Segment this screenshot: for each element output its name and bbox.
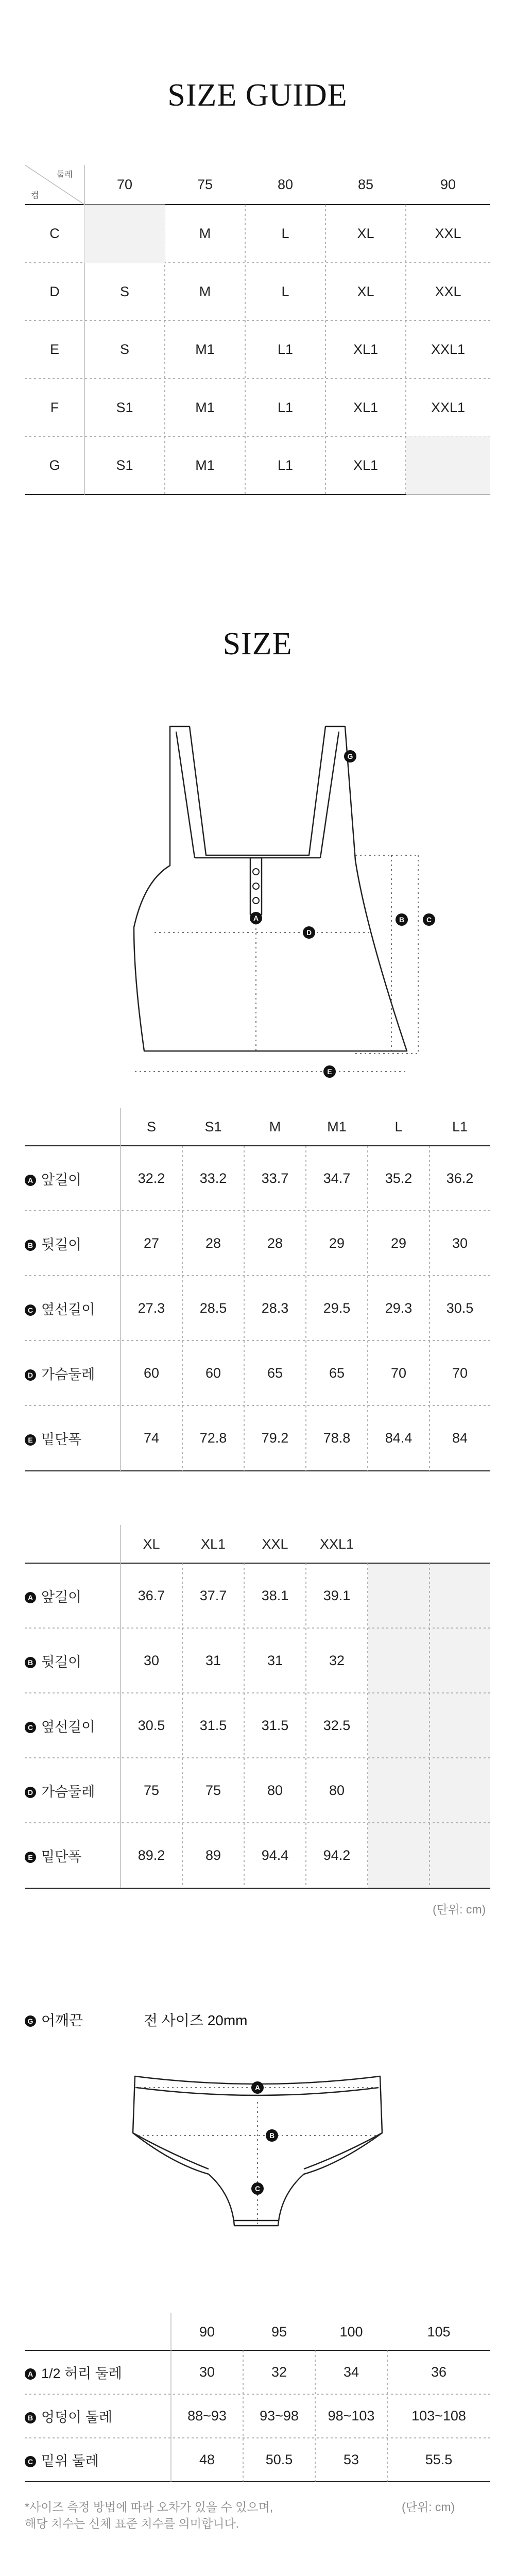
table-cell: 36.7 xyxy=(138,1587,165,1603)
table-cell: 80 xyxy=(267,1782,283,1798)
row-label: 가슴둘레 xyxy=(41,1784,95,1800)
marker-a-icon: A xyxy=(25,1175,36,1186)
marker-e-icon: E xyxy=(25,1852,36,1863)
table-cell: 79.2 xyxy=(261,1430,289,1446)
table-cell: 94.2 xyxy=(323,1848,351,1863)
table-cell: 30.5 xyxy=(138,1717,165,1733)
marker-c-icon: C xyxy=(25,2456,36,2467)
table-row xyxy=(25,320,490,379)
row-label: 엉덩이 둘레 xyxy=(41,2410,112,2425)
svg-text:B: B xyxy=(269,2131,275,2140)
table-cell: 84.4 xyxy=(385,1430,413,1446)
table-cell: 74 xyxy=(143,1430,160,1446)
briefs-table-header xyxy=(25,2313,490,2350)
table-cell: 60 xyxy=(143,1365,160,1381)
size-guide-title: SIZE GUIDE xyxy=(167,78,348,113)
cup-label: C xyxy=(49,226,60,241)
table-cell: L xyxy=(281,283,289,299)
table-cell: XXL xyxy=(435,283,461,299)
size-guide-col-header: 90 xyxy=(440,177,456,192)
row-label: 앞길이 xyxy=(41,1172,82,1188)
table-row xyxy=(25,1276,490,1341)
table-cell: S1 xyxy=(116,399,133,415)
table-cell: 28 xyxy=(267,1235,283,1251)
size-guide-col-header: 75 xyxy=(197,177,213,192)
size-guide-col-header: 85 xyxy=(357,177,374,192)
marker-d-icon xyxy=(303,926,315,939)
table-cell: 32.5 xyxy=(323,1717,351,1733)
svg-text:E: E xyxy=(327,1067,332,1076)
table-cell: 36.2 xyxy=(446,1170,474,1186)
table-cell: S1 xyxy=(116,457,133,473)
strap-label: 어깨끈 xyxy=(41,2012,83,2028)
size-title: SIZE xyxy=(222,626,293,662)
table-cell: XXL xyxy=(435,226,461,241)
row-label: 옆선길이 xyxy=(41,1719,95,1735)
table-cell: 32 xyxy=(329,1652,345,1668)
table-row xyxy=(25,2438,490,2482)
table-cell: M1 xyxy=(195,342,215,357)
size-col-header: S1 xyxy=(204,1118,222,1134)
marker-d-icon: D xyxy=(25,1369,36,1381)
table-cell: 50.5 xyxy=(265,2452,293,2467)
table-cell: XXL1 xyxy=(431,399,466,415)
size-table-1-header xyxy=(25,1108,490,1146)
svg-text:B: B xyxy=(399,916,405,924)
table-cell: 33.7 xyxy=(261,1170,289,1186)
table-cell: XL1 xyxy=(353,399,379,415)
table-row xyxy=(25,379,490,436)
table-row xyxy=(25,1211,490,1276)
briefs-col-header: 105 xyxy=(427,2324,451,2340)
table-cell: 31 xyxy=(267,1652,283,1668)
table-cell-empty xyxy=(368,1693,430,1758)
table-row xyxy=(25,205,490,263)
table-row xyxy=(25,1758,490,1823)
size-col-header xyxy=(430,1525,490,1563)
briefs-col-header: 100 xyxy=(339,2324,363,2340)
table-row xyxy=(25,1341,490,1405)
size-col-header: XXL1 xyxy=(319,1536,354,1552)
table-cell: 55.5 xyxy=(425,2452,453,2467)
table-row xyxy=(25,1563,490,1628)
table-cell: S xyxy=(119,283,129,299)
marker-a-icon: A xyxy=(25,1592,36,1603)
marker-c-icon: C xyxy=(25,1304,36,1316)
marker-g-icon xyxy=(344,750,356,762)
table-cell: 89 xyxy=(205,1848,221,1863)
marker-e-icon: E xyxy=(25,1434,36,1446)
size-guide-corner-band: 둘레 xyxy=(57,171,73,179)
table-cell: 80 xyxy=(329,1782,345,1798)
table-row xyxy=(25,2350,490,2394)
briefs-col-header: 90 xyxy=(199,2324,215,2340)
table-cell: 94.4 xyxy=(261,1848,289,1863)
tank-top-diagram xyxy=(0,711,515,1082)
table-cell: 34 xyxy=(343,2364,359,2380)
briefs-footnote xyxy=(25,2499,273,2532)
table-cell: XXL1 xyxy=(431,342,466,357)
table-cell: 48 xyxy=(199,2452,215,2467)
size-col-header: S xyxy=(146,1118,156,1134)
table-cell: 65 xyxy=(329,1365,345,1381)
marker-b-icon xyxy=(266,2129,278,2142)
cup-label: F xyxy=(50,399,59,415)
table-cell: 29 xyxy=(390,1235,407,1251)
marker-a-icon xyxy=(251,2081,264,2094)
table-cell: 28 xyxy=(205,1235,221,1251)
briefs-col-header: 95 xyxy=(271,2324,287,2340)
size-col-header: L xyxy=(394,1118,403,1134)
strap-value: 전 사이즈 20mm xyxy=(143,2012,248,2028)
table-cell: 30 xyxy=(199,2364,215,2380)
size-col-header: L1 xyxy=(452,1118,468,1134)
row-label: 앞길이 xyxy=(41,1589,82,1605)
table-cell: 65 xyxy=(267,1365,283,1381)
table-cell: XL1 xyxy=(353,457,379,473)
table-cell-empty xyxy=(368,1758,430,1823)
table-cell: 89.2 xyxy=(138,1848,165,1863)
table-row xyxy=(25,1823,490,1888)
table-cell: 28.3 xyxy=(261,1300,289,1316)
cup-label: E xyxy=(49,342,59,357)
table-cell: 28.5 xyxy=(199,1300,227,1316)
table-cell: M xyxy=(199,283,211,299)
size-col-header: M xyxy=(269,1118,281,1134)
table-cell: 75 xyxy=(205,1782,221,1798)
row-label: 뒷길이 xyxy=(41,1654,82,1670)
table-cell: 29 xyxy=(329,1235,345,1251)
table-cell: 53 xyxy=(343,2452,359,2467)
table-cell-empty xyxy=(430,1758,490,1823)
table-row xyxy=(25,2394,490,2438)
size-guide-col-header: 70 xyxy=(116,177,133,192)
table-cell: 30 xyxy=(452,1235,468,1251)
strap-note xyxy=(25,2009,247,2030)
cup-label: G xyxy=(49,457,60,473)
table-cell: 31 xyxy=(205,1652,221,1668)
size-col-header xyxy=(368,1525,430,1563)
row-label: 뒷길이 xyxy=(41,1236,82,1252)
table-cell: 60 xyxy=(205,1365,221,1381)
table-cell: XL xyxy=(357,226,374,241)
table-cell: 31.5 xyxy=(261,1717,289,1733)
table-cell: 103~108 xyxy=(411,2408,466,2424)
table-cell-empty xyxy=(84,205,165,263)
table-cell: 34.7 xyxy=(323,1170,351,1186)
table-cell: 29.5 xyxy=(323,1300,351,1316)
svg-text:D: D xyxy=(306,928,312,937)
table-cell: L1 xyxy=(277,342,294,357)
table-cell: 37.7 xyxy=(199,1587,227,1603)
marker-e-icon xyxy=(323,1065,336,1078)
table-cell: L xyxy=(281,226,289,241)
table-row xyxy=(25,263,490,320)
size-table-2 xyxy=(25,1525,490,1888)
marker-d-icon: D xyxy=(25,1787,36,1798)
table-cell: L1 xyxy=(277,399,294,415)
table-cell: 30 xyxy=(143,1652,160,1668)
table-cell: 30.5 xyxy=(446,1300,474,1316)
cup-label: D xyxy=(49,283,60,299)
table-cell-empty xyxy=(430,1628,490,1693)
table-cell-empty xyxy=(368,1563,430,1628)
table-cell-empty xyxy=(430,1693,490,1758)
row-label: 옆선길이 xyxy=(41,1301,95,1317)
size-table-2-header xyxy=(25,1525,490,1563)
table-cell: XL xyxy=(357,283,374,299)
svg-text:C: C xyxy=(254,2184,261,2193)
table-cell: M1 xyxy=(195,457,215,473)
row-label: 밑단폭 xyxy=(41,1432,82,1447)
svg-text:A: A xyxy=(254,2083,261,2092)
table-cell: 29.3 xyxy=(385,1300,413,1316)
table-cell-empty xyxy=(368,1823,430,1888)
unit-note: (단위: cm) xyxy=(433,1903,486,1916)
table-row xyxy=(25,1693,490,1758)
table-cell: 98~103 xyxy=(328,2408,375,2424)
table-cell: 27 xyxy=(143,1235,160,1251)
size-guide-header-row xyxy=(25,165,490,205)
size-guide-col-header: 80 xyxy=(277,177,294,192)
table-cell: M1 xyxy=(195,399,215,415)
marker-b-icon: B xyxy=(25,2412,36,2424)
row-label: 밑위 둘레 xyxy=(41,2453,99,2469)
table-cell: 38.1 xyxy=(261,1587,289,1603)
table-cell-empty xyxy=(430,1823,490,1888)
size-guide-corner-cup: 컵 xyxy=(31,191,39,200)
table-cell: S xyxy=(119,342,129,357)
table-cell-empty xyxy=(368,1628,430,1693)
table-cell: 70 xyxy=(390,1365,407,1381)
svg-text:A: A xyxy=(253,914,259,922)
row-label: 가슴둘레 xyxy=(41,1366,95,1382)
unit-note: (단위: cm) xyxy=(402,2500,455,2514)
briefs-table xyxy=(25,2313,490,2482)
svg-text:C: C xyxy=(426,916,432,924)
size-col-header: XL xyxy=(143,1536,160,1552)
marker-b-icon: B xyxy=(25,1240,36,1251)
table-cell: 27.3 xyxy=(138,1300,165,1316)
marker-b-icon xyxy=(396,913,408,926)
size-table-1 xyxy=(25,1108,490,1471)
table-cell: 31.5 xyxy=(199,1717,227,1733)
size-guide-table xyxy=(25,165,490,495)
table-row xyxy=(25,436,490,495)
briefs-diagram xyxy=(0,2056,515,2251)
footnote-line: 해당 치수는 신체 표준 치수를 의미합니다. xyxy=(25,2517,239,2530)
table-cell: 93~98 xyxy=(260,2408,299,2424)
table-cell: M xyxy=(199,226,211,241)
table-cell-empty xyxy=(406,436,490,495)
table-cell: 72.8 xyxy=(199,1430,227,1446)
marker-b-icon: B xyxy=(25,1657,36,1668)
size-col-header: XL1 xyxy=(200,1536,226,1552)
table-cell: 75 xyxy=(143,1782,160,1798)
table-row xyxy=(25,1405,490,1471)
marker-c-icon xyxy=(423,913,435,926)
size-col-header: M1 xyxy=(327,1118,347,1134)
marker-a-icon: A xyxy=(25,2368,36,2380)
size-col-header: XXL xyxy=(262,1536,288,1552)
row-label: 밑단폭 xyxy=(41,1849,82,1865)
table-cell: 32 xyxy=(271,2364,287,2380)
table-cell: 35.2 xyxy=(385,1170,413,1186)
marker-a-icon xyxy=(250,912,262,924)
table-cell: 32.2 xyxy=(138,1170,165,1186)
table-row xyxy=(25,1628,490,1693)
table-cell: 33.2 xyxy=(199,1170,227,1186)
table-cell: 78.8 xyxy=(323,1430,351,1446)
svg-text:G: G xyxy=(347,752,353,760)
table-cell: 88~93 xyxy=(187,2408,227,2424)
table-cell: 39.1 xyxy=(323,1587,351,1603)
marker-c-icon: C xyxy=(25,1722,36,1733)
row-label: 1/2 허리 둘레 xyxy=(41,2366,122,2381)
table-cell: XL1 xyxy=(353,342,379,357)
table-cell: 84 xyxy=(452,1430,468,1446)
table-cell: 36 xyxy=(431,2364,447,2380)
table-cell-empty xyxy=(430,1563,490,1628)
marker-c-icon xyxy=(251,2182,264,2195)
table-row xyxy=(25,1146,490,1211)
table-cell: L1 xyxy=(277,457,294,473)
marker-g-icon: G xyxy=(25,2015,36,2027)
footnote-line: *사이즈 측정 방법에 따라 오차가 있을 수 있으며, xyxy=(25,2500,273,2514)
table-cell: 70 xyxy=(452,1365,468,1381)
